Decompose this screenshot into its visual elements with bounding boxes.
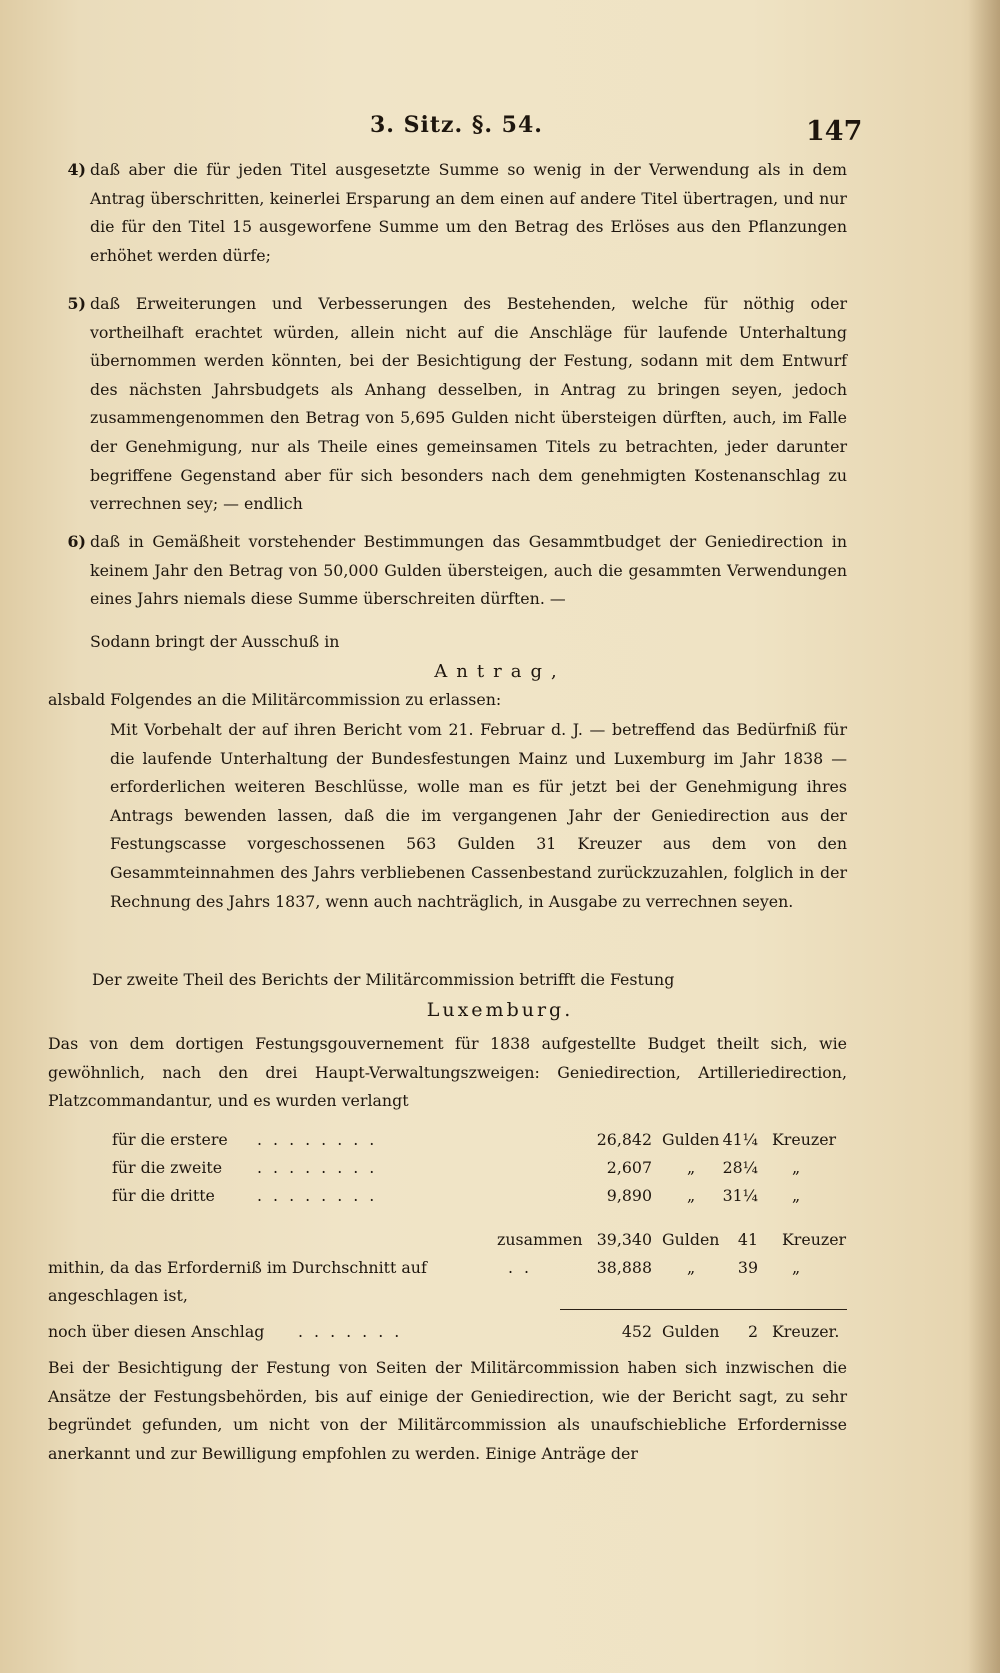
row-unit: „ (687, 1186, 696, 1205)
budget-difference-row (48, 1318, 847, 1346)
total-label: zusammen (497, 1230, 583, 1249)
difference-kreuzer: 2 (747, 1322, 758, 1341)
row-unit: Gulden (662, 1130, 720, 1149)
difference-currency: Kreuzer. (772, 1322, 840, 1341)
row-leaders: . . . . . . . . (257, 1158, 378, 1177)
row-label: für die zweite (112, 1158, 223, 1177)
difference-gulden: 452 (621, 1322, 652, 1341)
difference-unit: Gulden (662, 1322, 720, 1341)
total-unit: Gulden (662, 1230, 720, 1249)
row-kreuzer: 28¼ (722, 1158, 758, 1177)
list-item-4 (67, 156, 847, 270)
budget-average-row-cont (48, 1282, 448, 1310)
budget-row (112, 1182, 847, 1210)
row-label: für die erstere (112, 1130, 228, 1149)
second-part-heading: Der zweite Theil des Berichts der Militärcommission betrifft die Festung (92, 970, 675, 989)
average-unit: „ (687, 1258, 696, 1277)
row-currency: „ (792, 1186, 801, 1205)
list-item-number: 4) (67, 160, 86, 179)
difference-label: noch über diesen Anschlag (48, 1322, 265, 1341)
row-currency: Kreuzer (772, 1130, 837, 1149)
average-leaders: . . (508, 1258, 533, 1277)
total-gulden: 39,340 (596, 1230, 652, 1249)
list-item-text: daß aber die für jeden Titel ausgesetzte Summe so wenig in der Verwendung als in dem Antrag überschritten, keinerlei Ersparung an dem einen auf andere Titel übertragen, und nur die für den Titel 15 ausgeworfene Summe um den Betrag des Erlöses aus den Pflanzungen erhöhet werden dürfe; (90, 160, 847, 265)
difference-leaders: . . . . . . . (298, 1322, 403, 1341)
average-gulden: 38,888 (596, 1258, 652, 1277)
row-currency: „ (792, 1158, 801, 1177)
sum-rule (560, 1309, 847, 1310)
row-gulden: 9,890 (606, 1186, 652, 1205)
row-leaders: . . . . . . . . (257, 1130, 378, 1149)
row-gulden: 26,842 (596, 1130, 652, 1149)
average-label-cont: angeschlagen ist, (48, 1286, 188, 1305)
closing-paragraph: Bei der Besichtigung der Festung von Seiten der Militärcommission haben sich inzwischen die Ansätze der Festungsbehörden, bis auf einige der Geniedirection, wie der Bericht sagt, zu sehr begründet gefunden, um nicht von der Militärcommission als unaufschiebliche Erfordernisse anerkannt und zur Bewilligung empfohlen zu werden. Einige Anträge der (48, 1358, 847, 1463)
average-currency: „ (792, 1258, 801, 1277)
list-item-text: daß in Gemäßheit vorstehender Bestimmungen das Gesammtbudget der Geniedirection in keinem Jahr den Betrag von 50,000 Gulden übersteigen, auch die gesammten Verwendungen eines Jahrs niemals diese Summe überschreiten dürften. — (90, 532, 847, 609)
antrag-text: Mit Vorbehalt der auf ihren Bericht vom 21. Februar d. J. — betreffend das Bedürfniß für die laufende Unterhaltung der Bundesfestungen Mainz und Luxemburg im Jahr 1838 — erforderlichen weiteren Beschlüsse, wolle man es für jetzt bei der Genehmigung ihres Antrags bewenden lassen, daß die im vergangenen Jahr der Geniedirection aus der Festungscasse vorgeschossenen 563 Gulden 31 Kreuzer aus dem von den Gesammteinnahmen des Jahrs verbliebenen Cassenbestand zurückzuzahlen, folglich in der Rechnung des Jahrs 1837, wenn auch nachträglich, in Ausgabe zu verrechnen seyen. (110, 720, 847, 911)
page-edge-shadow (968, 0, 1000, 1673)
running-head: 3. Sitz. §. 54. (370, 112, 543, 138)
list-item-number: 5) (67, 294, 86, 313)
list-item-number: 6) (67, 532, 86, 551)
list-item-6 (67, 528, 847, 614)
list-item-5 (67, 290, 847, 519)
antrag-heading: Antrag, (434, 661, 566, 682)
budget-intro: Das von dem dortigen Festungsgouvernement für 1838 aufgestellte Budget theilt sich, wie gewöhnlich, nach den drei Haupt-Verwaltungszweigen: Geniedirection, Artilleriedirection, Platzcommandantur, und es wurden verlangt (48, 1034, 847, 1111)
list-item-text: daß Erweiterungen und Verbesserungen des Bestehenden, welche für nöthig oder vortheilhaft erachtet würden, allein nicht auf die Anschläge für laufende Unterhaltung übernommen werden könnten, bei der Besichtigung der Festung, sodann mit dem Entwurf des nächsten Jahrsbudgets als Anhang desselben, in Antrag zu bringen seyen, jedoch zusammengenommen den Betrag von 5,695 Gulden nicht übersteigen dürften, auch, im Falle der Genehmigung, nur als Theile eines gemeinsamen Titels zu betrachten, jeder darunter begriffene Gegenstand aber für sich besonders nach dem genehmigten Kostenanschlag zu verrechnen sey; — endlich (90, 294, 847, 514)
row-kreuzer: 31¼ (722, 1186, 758, 1205)
row-unit: „ (687, 1158, 696, 1177)
budget-total-row (112, 1226, 847, 1254)
average-kreuzer: 39 (737, 1258, 758, 1277)
budget-average-row (48, 1254, 847, 1282)
row-kreuzer: 41¼ (722, 1130, 758, 1149)
total-currency: Kreuzer (782, 1230, 847, 1249)
sodann-line: Sodann bringt der Ausschuß in (90, 632, 340, 651)
average-label: mithin, da das Erforderniß im Durchschnitt auf (48, 1258, 427, 1277)
total-kreuzer: 41 (737, 1230, 758, 1249)
antrag-intro: alsbald Folgendes an die Militärcommission zu erlassen: (48, 690, 502, 709)
row-label: für die dritte (112, 1186, 215, 1205)
row-gulden: 2,607 (606, 1158, 652, 1177)
page-number: 147 (806, 116, 863, 147)
row-leaders: . . . . . . . . (257, 1186, 378, 1205)
luxemburg-heading: Luxemburg. (426, 999, 574, 1021)
budget-row (112, 1126, 847, 1154)
budget-row (112, 1154, 847, 1182)
